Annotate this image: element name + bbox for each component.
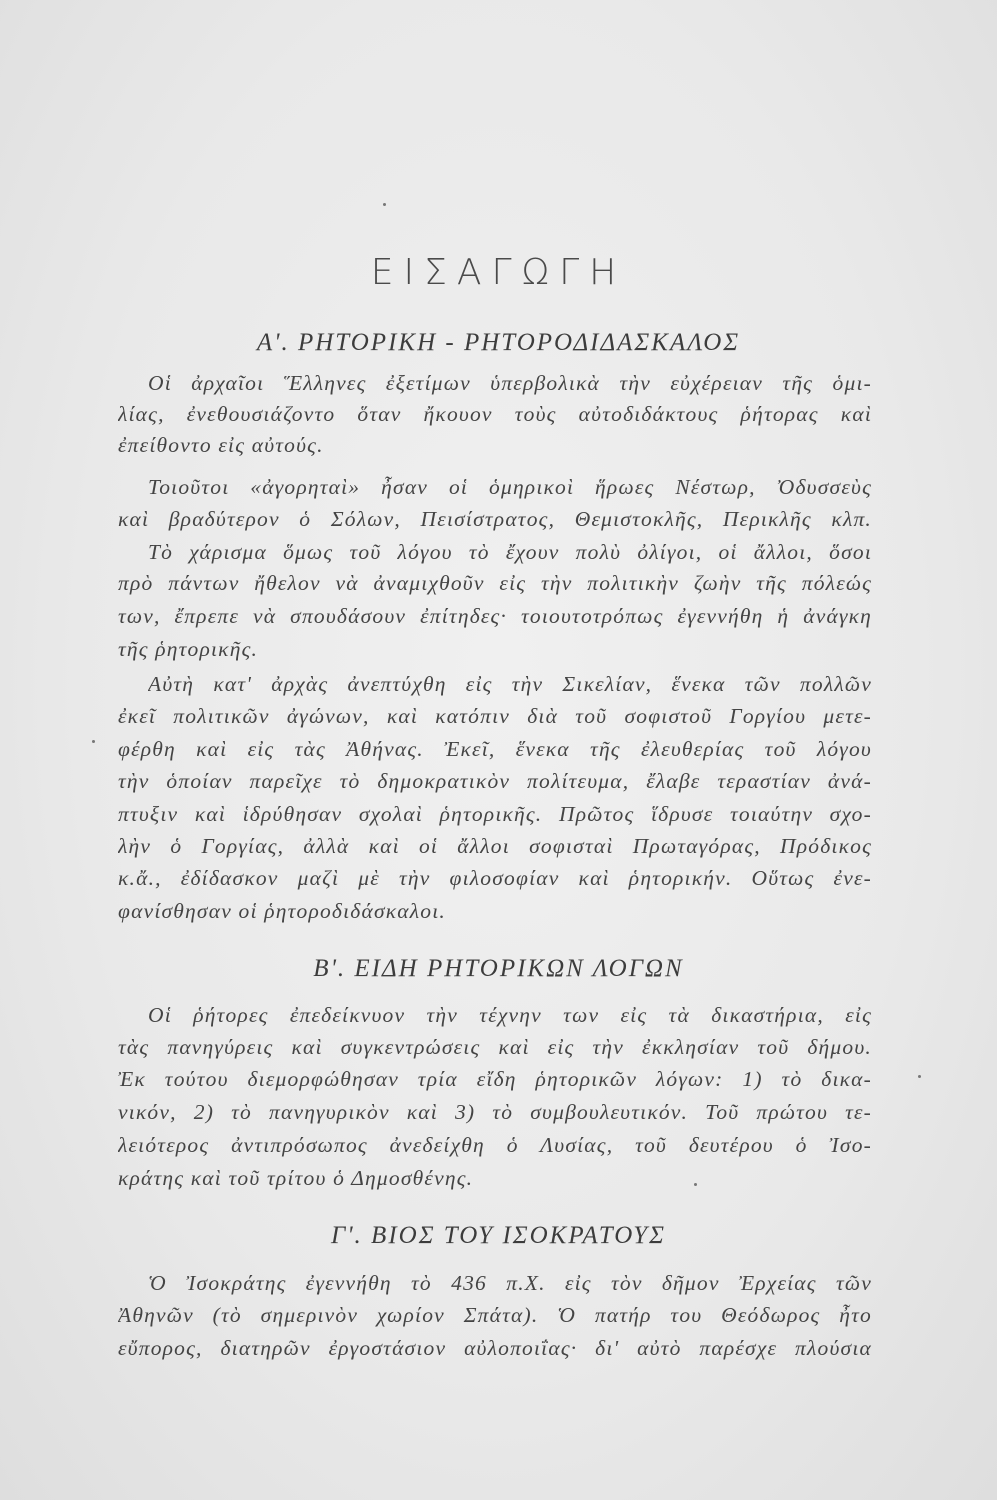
paragraph-line: ἐκεῖ πολιτικῶν ἀγώνων, καὶ κατόπιν διὰ τοῦ σοφιστοῦ Γοργίου μετε- [118,704,872,728]
paragraph-line: Οἱ ἀρχαῖοι Ἕλληνες ἐξετίμων ὑπερβολικὰ τὴν εὐχέρειαν τῆς ὁμι- [148,371,872,395]
paragraph-line: καὶ βραδύτερον ὁ Σόλων, Πεισίστρατος, Θεμιστοκλῆς, Περικλῆς κλπ. [118,507,872,531]
paragraph-line: κράτης καὶ τοῦ τρίτου ὁ Δημοσθένης. [118,1166,474,1190]
paragraph-line: Αὐτὴ κατ' ἀρχὰς ἀνεπτύχθη εἰς τὴν Σικελίαν, ἕνεκα τῶν πολλῶν [148,672,872,696]
paragraph-line: κ.ἄ., ἐδίδασκον μαζὶ μὲ τὴν φιλοσοφίαν καὶ ῥητορικήν. Οὕτως ἐνε- [118,866,872,890]
ink-speck [694,1183,697,1186]
ink-speck [918,1075,921,1078]
paragraph-line: λὴν ὁ Γοργίας, ἀλλὰ καὶ οἱ ἄλλοι σοφισταὶ Πρωταγόρας, Πρόδικος [118,834,872,858]
paragraph-line: των, ἔπρεπε νὰ σπουδάσουν ἐπίτηδες· τοιουτοτρόπως ἐγεννήθη ἡ ἀνάγκη [118,604,872,628]
section-heading-c: Γ'. ΒΙΟΣ ΤΟΥ ΙΣΟΚΡΑΤΟΥΣ [330,1222,667,1249]
paragraph-line: λίας, ἐνεθουσιάζοντο ὅταν ἤκουον τοὺς αὐτοδιδάκτους ῥήτορας καὶ [118,402,872,426]
paragraph-line: φανίσθησαν οἱ ῥητοροδιδάσκαλοι. [118,899,446,923]
ink-speck [92,740,95,743]
paragraph-line: πτυξιν καὶ ἱδρύθησαν σχολαὶ ῥητορικῆς. Πρῶτος ἵδρυσε τοιαύτην σχο- [118,802,872,826]
paragraph-line: λειότερος ἀντιπρόσωπος ἀνεδείχθη ὁ Λυσίας, τοῦ δευτέρου ὁ Ἰσο- [118,1133,872,1157]
ink-speck [383,203,386,206]
paragraph-line: Ἀθηνῶν (τὸ σημερινὸν χωρίον Σπάτα). Ὁ πατήρ του Θεόδωρος ἦτο [118,1303,872,1327]
paragraph-line: τὴν ὁποίαν παρεῖχε τὸ δημοκρατικὸν πολίτευμα, ἔλαβε τεραστίαν ἀνά- [118,769,872,793]
paragraph-line: τὰς πανηγύρεις καὶ συγκεντρώσεις καὶ εἰς τὴν ἐκκλησίαν τοῦ δήμου. [118,1035,872,1059]
paragraph-line: ἐπείθοντο εἰς αὐτούς. [118,433,324,457]
paragraph-line: Ὁ Ἰσοκράτης ἐγεννήθη τὸ 436 π.Χ. εἰς τὸν δῆμον Ἐρχείας τῶν [148,1271,872,1295]
paragraph-line: Οἱ ῥήτορες ἐπεδείκνυον τὴν τέχνην των εἰς τὰ δικαστήρια, εἰς [148,1003,872,1027]
page-title: ΕΙΣΑΓΩΓΗ [370,252,627,293]
paragraph-line: τῆς ῥητορικῆς. [118,637,259,661]
paragraph-line: Ἐκ τούτου διεμορφώθησαν τρία εἴδη ῥητορικῶν λόγων: 1) τὸ δικα- [118,1067,872,1091]
section-heading-b: Β'. ΕΙΔΗ ΡΗΤΟΡΙΚΩΝ ΛΟΓΩΝ [313,955,684,982]
paragraph-line: εὔπορος, διατηρῶν ἐργοστάσιον αὐλοποιΐας· δι' αὐτὸ παρέσχε πλούσια [118,1336,872,1360]
paragraph-line: Τὸ χάρισμα ὅμως τοῦ λόγου τὸ ἔχουν πολὺ ὀλίγοι, οἱ ἄλλοι, ὅσοι [148,540,872,564]
paragraph-line: φέρθη καὶ εἰς τὰς Ἀθήνας. Ἐκεῖ, ἕνεκα τῆς ἐλευθερίας τοῦ λόγου [118,737,872,761]
paragraph-line: νικόν, 2) τὸ πανηγυρικὸν καὶ 3) τὸ συμβουλευτικόν. Τοῦ πρώτου τε- [118,1100,872,1124]
section-heading-a: Α'. ΡΗΤΟΡΙΚΗ - ΡΗΤΟΡΟΔΙΔΑΣΚΑΛΟΣ [256,329,741,356]
paragraph-line: πρὸ πάντων ἤθελον νὰ ἀναμιχθοῦν εἰς τὴν πολιτικὴν ζωὴν τῆς πόλεώς [118,571,872,595]
paragraph-line: Τοιοῦτοι «ἀγορηταὶ» ἦσαν οἱ ὁμηρικοὶ ἥρωες Νέστωρ, Ὀδυσσεὺς [148,475,872,499]
